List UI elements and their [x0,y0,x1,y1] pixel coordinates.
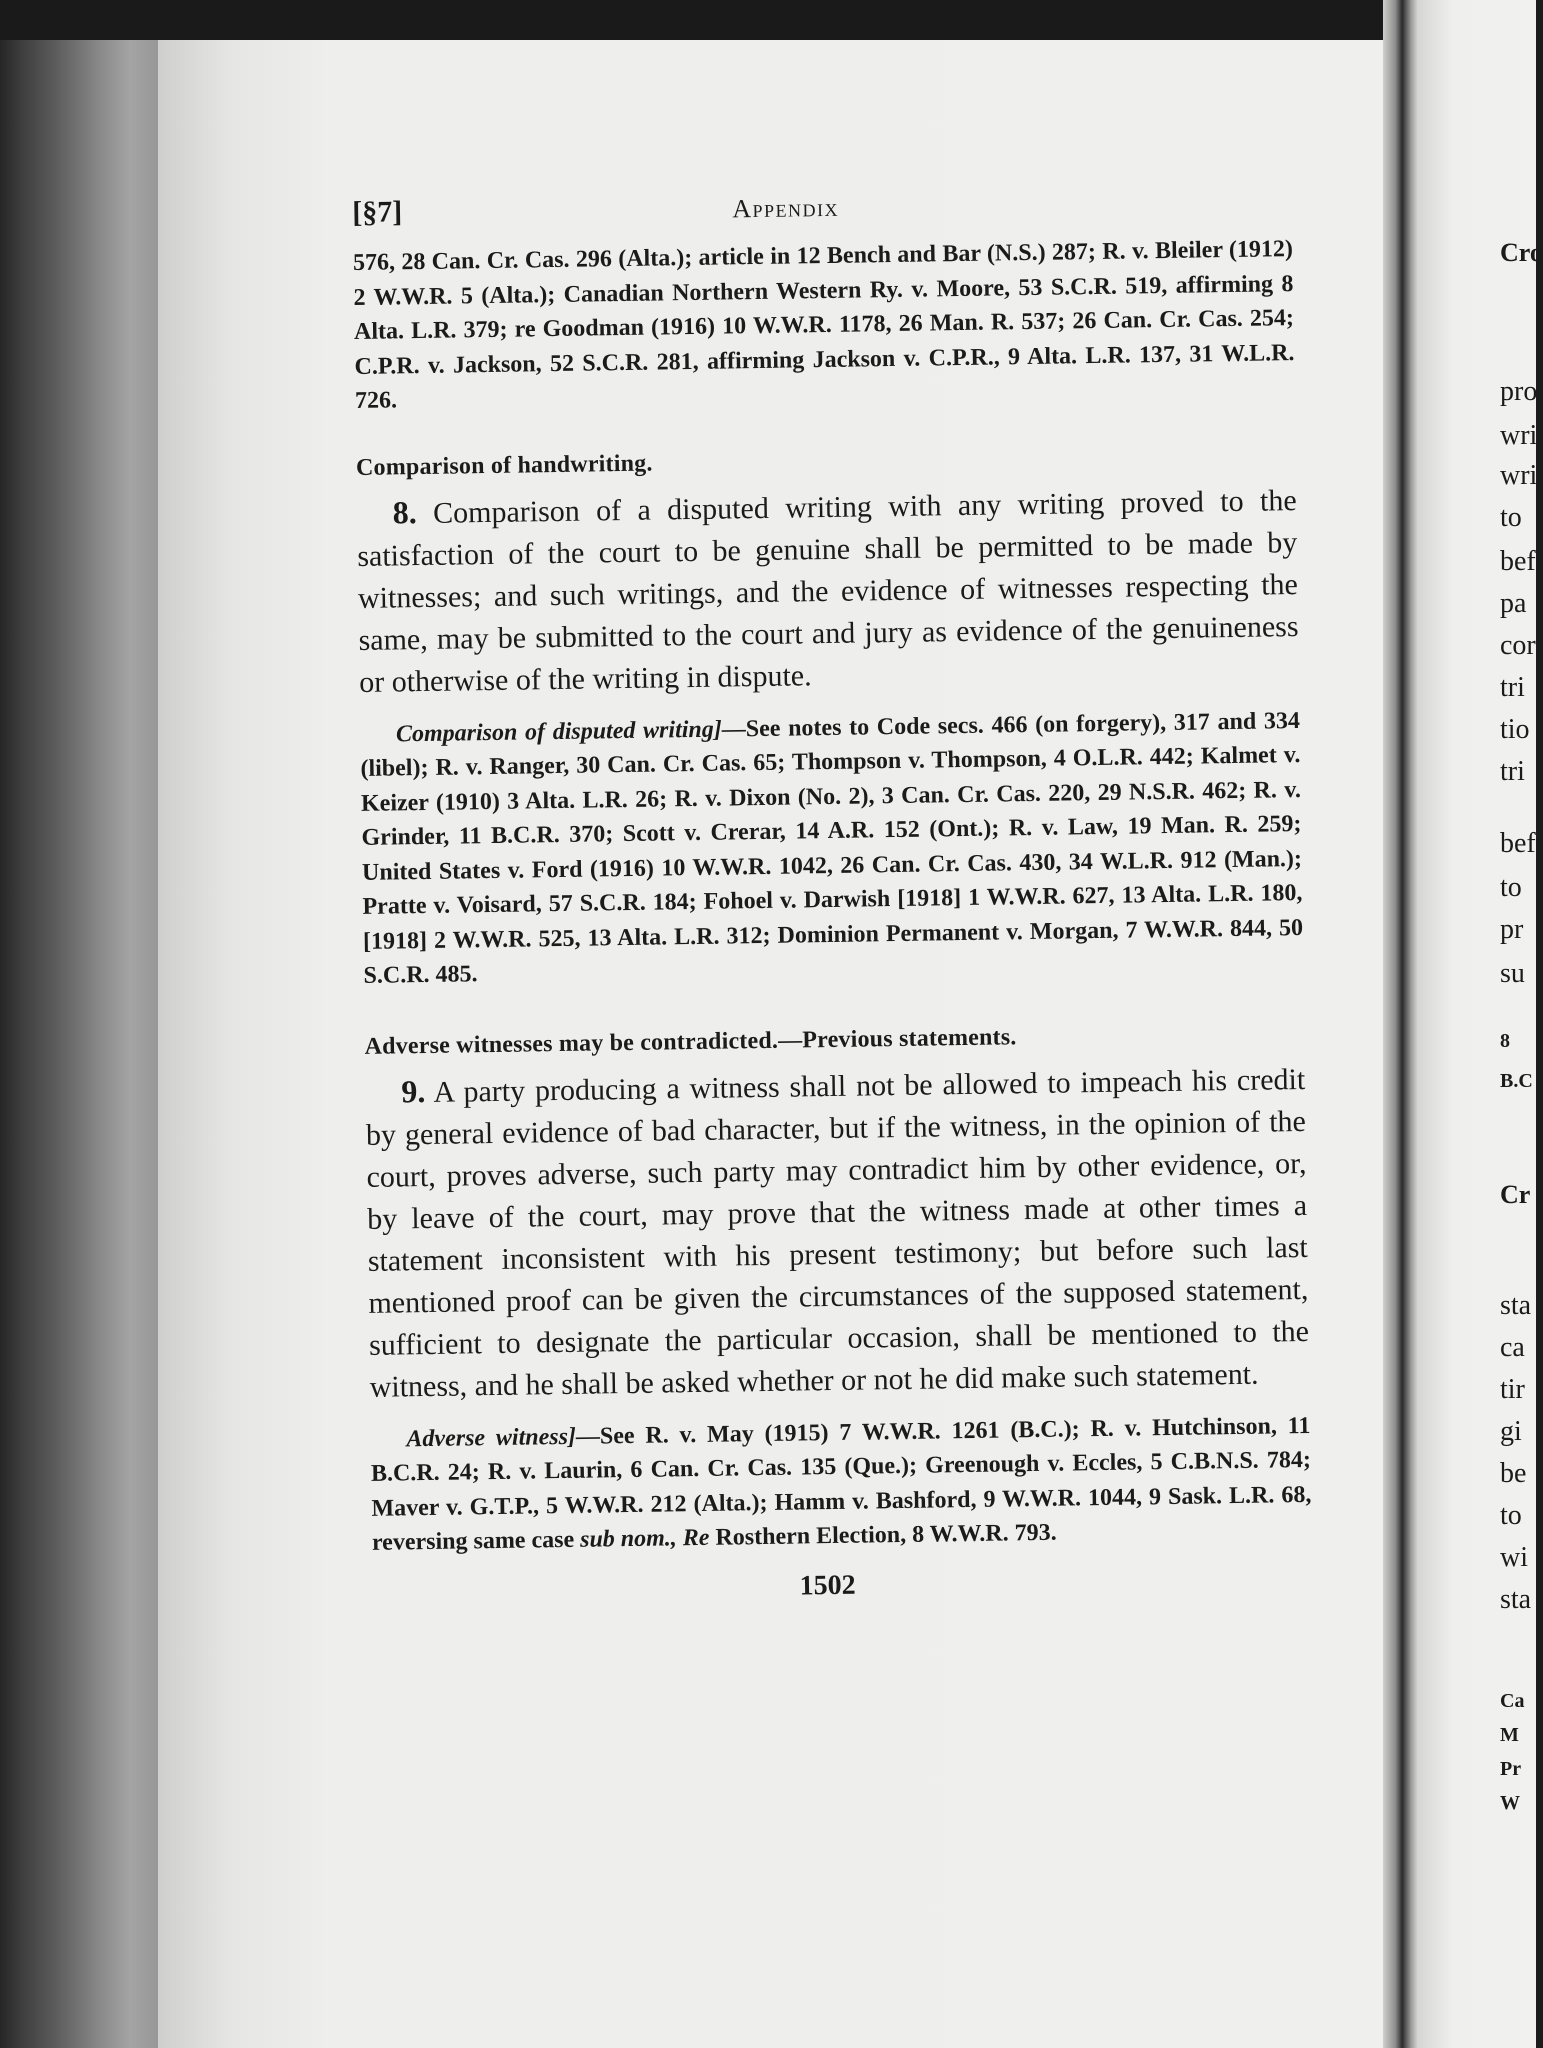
page-content [352,182,1313,1608]
scan-top-edge [0,0,1536,44]
facing-page-fragment: Ca [1500,1690,1525,1712]
note-8-label: Comparison of disputed writing] [395,716,722,747]
facing-page-fragment: sta [1500,1290,1532,1321]
section-mark: [§7] [352,195,403,229]
facing-page-fragment: bef [1500,828,1536,859]
facing-page-fragment: tri [1500,756,1525,787]
note-8-text: —See notes to Code secs. 466 (on forgery), 317 and 334 (libel); R. v. Ranger, 30 Can. Cr. Cas. 65; Thompson v. Thompson, 4 O.L.R. 442; Kalmet v. Keizer (1910) 3 Alta. L.R. 26; R. v. Dixon (No. 2), 3 Can. Cr. Cas. 220, 29 N.S.R. 462; R. v. Grinder, 11 B.C.R. 370; Scott v. Crerar, 14 A.R. 152 (Ont.); R. v. Law, 19 Man. R. 259; United States v. Ford (1916) 10 W.W.R. 1042, 26 Can. Cr. Cas. 430, 34 W.L.R. 912 (Man.); Pratte v. Voisard, 57 S.C.R. 184; Fohoel v. Darwish [1918] 1 W.W.R. 627, 13 Alta. L.R. 180, [1918] 2 W.W.R. 525, 13 Alta. L.R. 312; Dominion Permanent v. Morgan, 7 W.W.R. 844, 50 S.C.R. 485. [360,707,1304,989]
facing-page-fragment: wi [1500,1542,1528,1573]
running-title: Appendix [732,192,840,224]
section-9-text: A party producing a witness shall not be allowed to impeach his credit by general evidence of bad character, but if the witness, in the opinion of the court, proves adverse, such party may contradict him by other evidence, or, by leave of the court, may prove that the witness made at other times a statement inconsistent with his present testimony; but before such last mentioned proof can be given the circumstances of the supposed statement, sufficient to designate the particular occasion, shall be mentioned to the witness, and he shall be asked whether or not he did make such statement. [365,1062,1310,1404]
facing-page-fragment: to [1500,872,1522,903]
note-section-9 [370,1408,1312,1560]
note-9-text-b: Rosthern Election, 8 W.W.R. 793. [715,1519,1057,1551]
facing-page-fragment: pro [1500,376,1538,407]
section-9-number: 9. [401,1072,426,1109]
facing-page-fragment: Cr [1500,1180,1531,1209]
facing-page-fragment: pa [1500,588,1527,619]
facing-page-fragment: W [1500,1792,1520,1814]
facing-page-fragment: tir [1500,1374,1525,1405]
note-9-label: Adverse witness] [406,1423,577,1452]
section-8-number: 8. [392,493,417,530]
facing-page-fragment: 8 [1500,1030,1510,1052]
section-8-heading: Comparison of handwriting. [355,450,653,481]
section-8-body [356,478,1299,704]
facing-page-fragment: B.C [1500,1070,1533,1092]
page-number: 1502 [799,1569,856,1602]
facing-page-fragment: to [1500,502,1522,533]
facing-page-fragment: Cro [1500,238,1543,267]
facing-page-fragment: cor [1500,630,1536,661]
facing-page-fragment: gi [1500,1416,1522,1447]
facing-page-fragment: tri [1500,672,1525,703]
note-9-text-a: —See R. v. May (1915) 7 W.W.R. 1261 (B.C.); R. v. Hutchinson, 11 B.C.R. 24; R. v. Laurin, 6 Can. Cr. Cas. 135 (Que.); Greenough v. Eccles, 5 C.B.N.S. 784; Maver v. G.T.P., 5 W.W.R. 212 (Alta.); Hamm v. Bashford, 9 W.W.R. 1044, 9 Sask. L.R. 68, reversing same case [370,1412,1312,1556]
facing-page-fragment: pr [1500,914,1524,945]
page-gutter [1383,0,1418,2048]
note-section-7: 576, 28 Can. Cr. Cas. 296 (Alta.); article in 12 Bench and Bar (N.S.) 287; R. v. Bleiler (1912) 2 W.W.R. 5 (Alta.); Canadian Northern Western Ry. v. Moore, 53 S.C.R. 519, affirming 8 Alta. L.R. 379; re Goodman (1916) 10 W.W.R. 1178, 26 Man. R. 537; 26 Can. Cr. Cas. 254; C.P.R. v. Jackson, 52 S.C.R. 281, affirming Jackson v. C.P.R., 9 Alta. L.R. 137, 31 W.L.R. 726. [352,236,1295,414]
facing-page-fragment: su [1500,958,1525,989]
note-9-italic: sub nom., Re [579,1524,710,1553]
note-section-8 [360,703,1304,993]
facing-page-fragment: sta [1500,1584,1532,1615]
facing-page-fragment: wri [1500,420,1538,451]
section-9-body [365,1056,1310,1408]
facing-page-fragment: bef [1500,546,1536,577]
facing-page-fragment: wri [1500,460,1538,491]
section-9-heading: Adverse witnesses may be contradicted.—Previous statements. [364,1023,1017,1060]
facing-page-fragment: ca [1500,1332,1525,1363]
facing-page-fragment: M [1500,1724,1519,1746]
facing-page-fragment: be [1500,1458,1527,1489]
section-8-text: Comparison of a disputed writing with any writing proved to the satisfaction of the court to be genuine shall be permitted to be made by witnesses; and such writings, and the evidence of witnesses respecting the same, may be submitted to the court and jury as evidence of the genuineness or otherwise of the writing in dispute. [357,483,1299,699]
facing-page-fragment: tio [1500,714,1530,745]
facing-page-fragment: Pr [1500,1758,1522,1780]
facing-page-fragment: to [1500,1500,1522,1531]
